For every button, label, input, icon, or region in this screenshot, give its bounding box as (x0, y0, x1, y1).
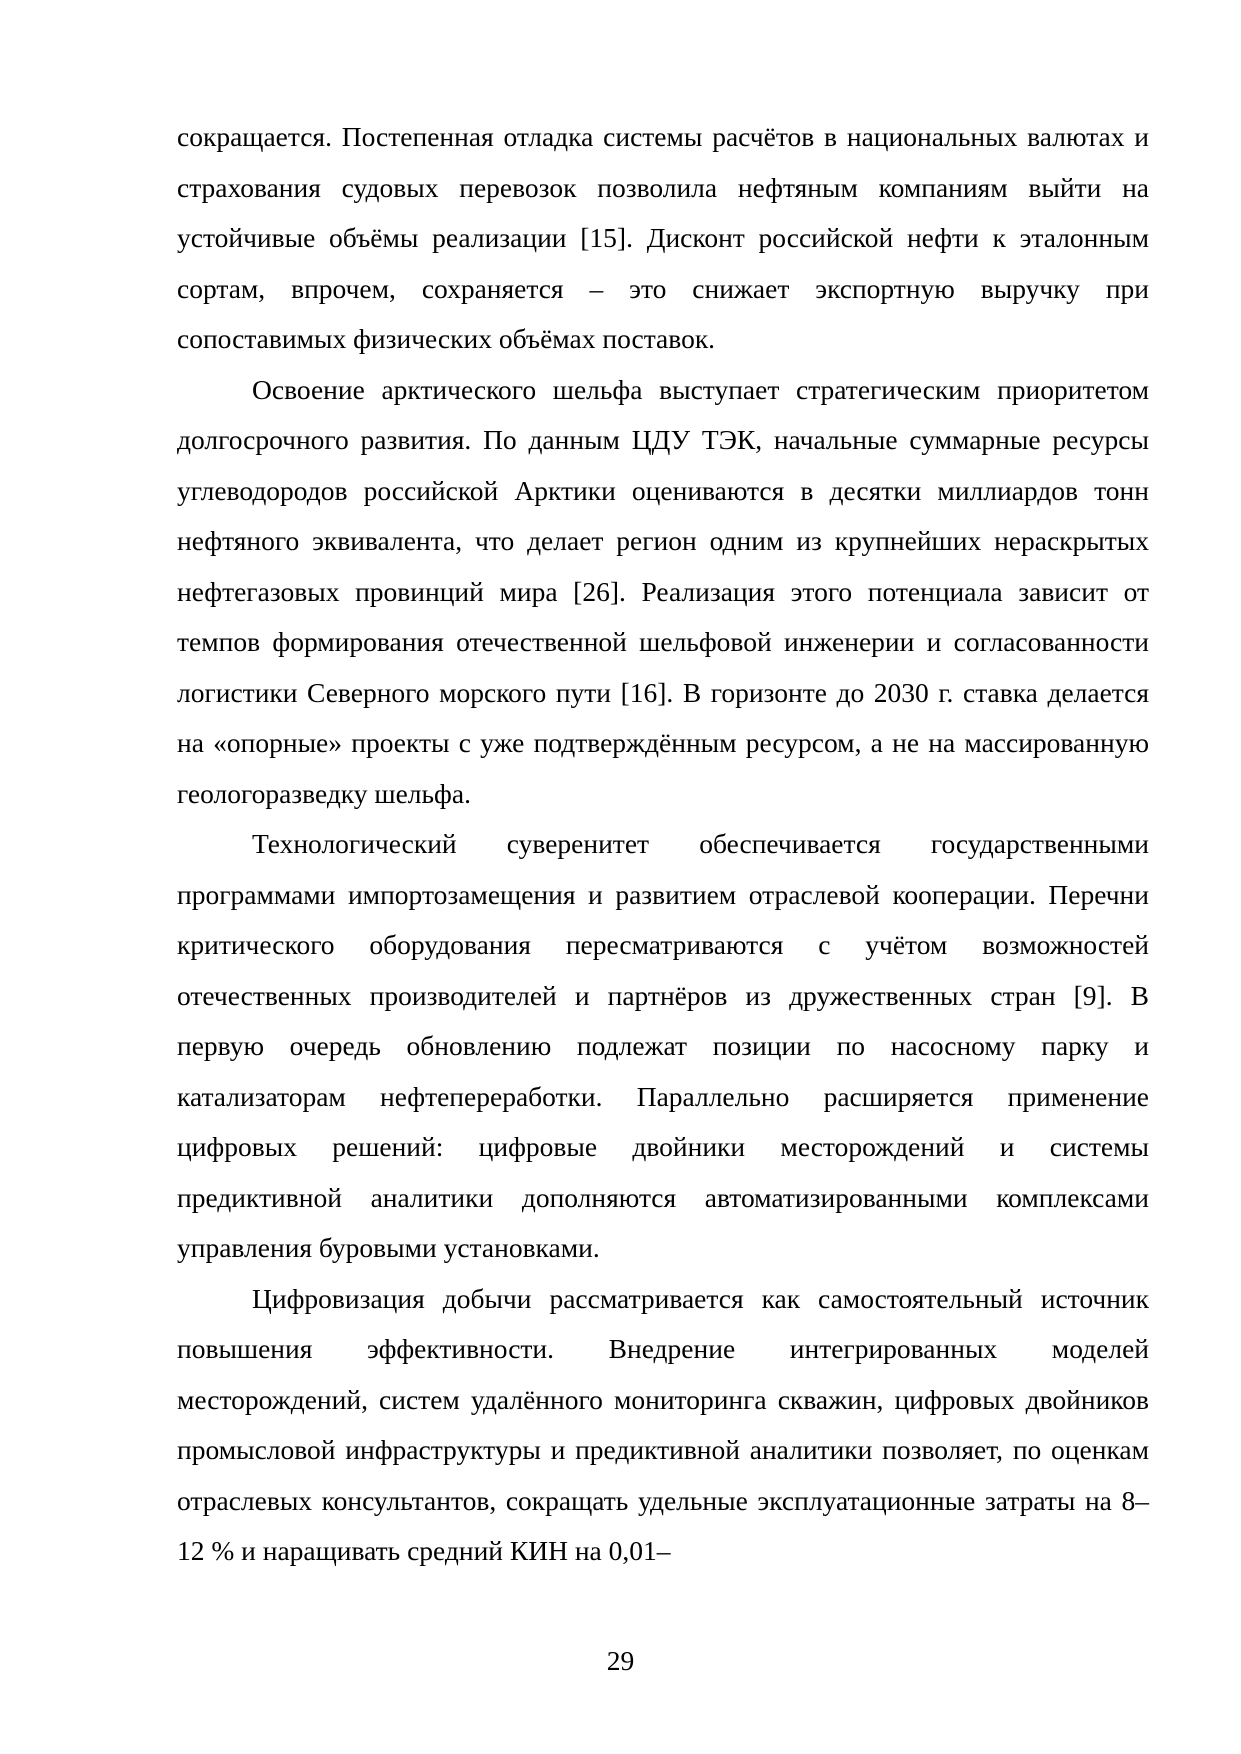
page-body (177, 112, 1149, 1577)
paragraph-arctic-shelf: Освоение арктического шельфа выступает стратегическим приоритетом долгосрочного развития. По данным ЦДУ ТЭК, начальные суммарные ресурсы углеводородов российской Арктики оцениваются в десятки миллиардов тонн нефтяного эквивалента, что делает регион одним из крупнейших нераскрытых нефтегазовых провинций мира [26]. Реализация этого потенциала зависит от темпов формирования отечественной шельфовой инженерии и согласованности логистики Северного морского пути [16]. В горизонте до 2030 г. ставка делается на «опорные» проекты с уже подтверждённым ресурсом, а не на массированную геологоразведку шельфа. (177, 373, 1149, 809)
paragraph-digitalization: Цифровизация добычи рассматривается как самостоятельный источник повышения эффективности. Внедрение интегрированных моделей месторождений, систем удалённого мониторинга скважин, цифровых двойников промысловой инфраструктуры и предиктивной аналитики позволяет, по оценкам отраслевых консультантов, сокращать удельные эксплуатационные затраты на 8–12 % и наращивать средний КИН на 0,01– (177, 1282, 1149, 1566)
paragraph-continuation: сокращается. Постепенная отладка системы расчётов в национальных валютах и страхования судовых перевозок позволила нефтяным компаниям выйти на устойчивые объёмы реализации [15]. Дисконт российской нефти к эталонным сортам, впрочем, сохраняется – это снижает экспортную выручку при сопоставимых физических объёмах поставок. (177, 121, 1149, 354)
page-number: 29 (606, 1645, 635, 1676)
paragraph-tech-sovereignty: Технологический суверенитет обеспечивается государственными программами импортозамещения и развитием отраслевой кооперации. Перечни критического оборудования пересматриваются с учётом возможностей отечественных производителей и партнёров из дружественных стран [9]. В первую очередь обновлению подлежат позиции по насосному парку и катализаторам нефтепереработки. Параллельно расширяется применение цифровых решений: цифровые двойники месторождений и системы предиктивной аналитики дополняются автоматизированными комплексами управления буровыми установками. (177, 828, 1149, 1263)
